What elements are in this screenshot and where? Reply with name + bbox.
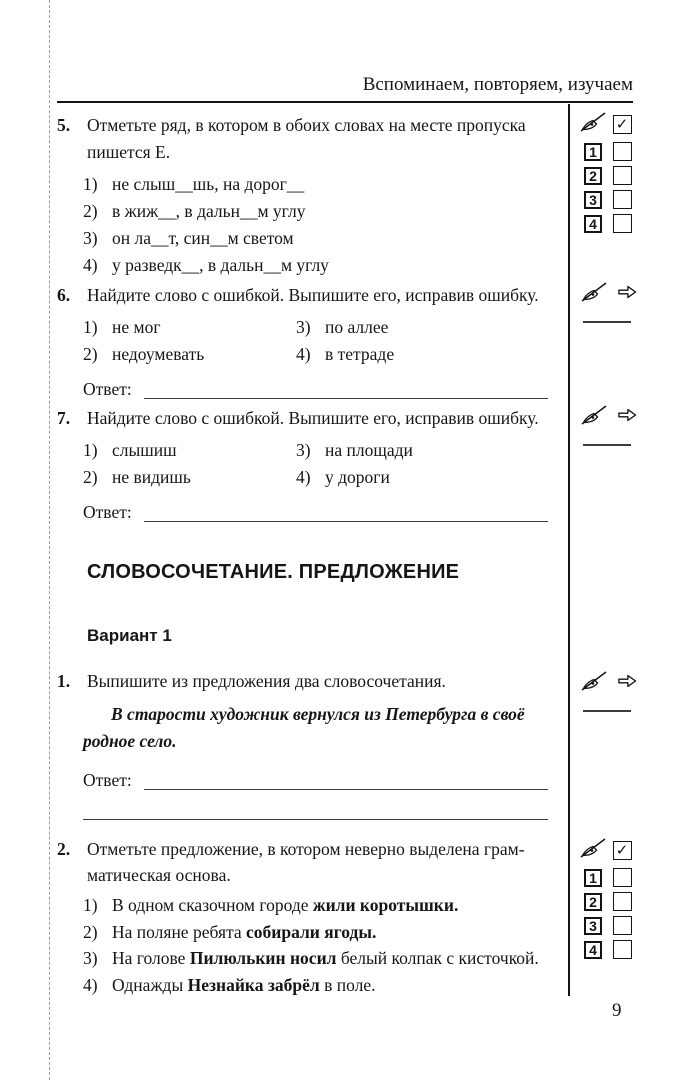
grammar-base-bold: собирали ягоды. [246,921,377,942]
arrow-right-icon [616,283,638,306]
option-text: недоумевать [112,344,205,364]
question-1 [57,668,554,820]
arrow-right-icon [616,672,638,695]
option-row [83,225,554,252]
answer-checkbox-4[interactable] [613,940,632,959]
option-text: На поляне ребята собирали ягоды. [112,921,377,942]
option-number-box: 1 [584,869,602,887]
grammar-base-bold: жили коротышки. [312,895,459,915]
question-number: 2. [57,839,71,859]
option-row [296,314,554,341]
option-text: у дороги [325,467,390,487]
question-6 [57,282,554,403]
option-number: 4) [83,974,98,995]
option-number: 2) [83,921,98,942]
margin-icons-q1 [581,672,638,694]
option-number-box: 3 [584,917,602,935]
option-row [83,314,296,341]
variant-title: Вариант 1 [87,626,172,645]
option-number: 4) [83,255,98,275]
option-text: у разведк__, в дальн__м углу [112,255,329,275]
question-text: Найдите слово с ошибкой. Выпишите его, исправив ошибку. [87,285,539,305]
answer-write-line[interactable] [83,794,554,820]
option-number: 3) [296,440,311,460]
answer-write-line[interactable] [144,376,554,403]
option-row [296,437,554,464]
pen-icon [580,838,606,863]
question-number: 1. [57,671,71,691]
score-write-line[interactable] [583,444,631,446]
option-text: не видишь [112,467,191,487]
option-number: 3) [296,317,311,337]
option-number: 1) [83,440,98,460]
option-number: 4) [296,467,311,487]
option-text: Однажды Незнайка забрёл в поле. [112,974,376,995]
option-text: на площади [325,440,413,460]
option-row [83,892,554,919]
option-row [83,945,554,972]
option-number: 3) [83,948,98,968]
answer-checkbox-1[interactable] [613,868,632,887]
margin-icons-q7 [581,406,638,428]
option-text: не мог [112,317,161,337]
option-text: не слыш__шь, на дорог__ [112,174,305,194]
option-text: На голове Пилюлькин носил белый колпак с кисточкой. [112,948,539,968]
check-icon: ✓ [615,842,629,859]
answer-checkbox-2[interactable] [613,892,632,911]
question-7 [57,405,554,526]
option-number: 2) [83,467,98,487]
header-rule [57,101,633,103]
check-icon: ✓ [615,116,629,133]
option-number-box: 1 [584,143,602,161]
question-text: Отметьте предложение, в котором неверно выделена грамматическая основа. [87,839,525,885]
option-row [296,341,554,368]
answer-checkbox-1[interactable] [613,142,632,161]
answer-write-line[interactable] [144,499,554,526]
option-number: 2) [83,344,98,364]
pen-icon [581,282,607,307]
margin-answer-grid-q5 [580,112,633,233]
answer-label: Ответ: [83,502,132,522]
score-write-line[interactable] [583,710,631,712]
option-text: в тетраде [325,344,395,364]
margin-answer-grid-q2 [580,838,633,959]
sample-checkbox-checked[interactable] [613,115,632,134]
option-text: по аллее [325,317,389,337]
question-2 [57,836,554,998]
option-text: в жиж__, в дальн__м углу [112,201,306,221]
answer-checkbox-3[interactable] [613,916,632,935]
pen-icon [581,405,607,430]
score-write-line[interactable] [583,321,631,323]
option-text: В одном сказочном городе жили коротышки. [112,895,459,915]
grammar-base-bold: Незнайка забрёл [187,974,320,995]
option-number: 1) [83,317,98,337]
arrow-right-icon [616,406,638,429]
option-row [83,171,554,198]
answer-label: Ответ: [83,770,132,790]
option-row [83,252,554,279]
question-number: 6. [57,285,71,305]
question-text: Отметьте ряд, в котором в обоих словах на месте пропуска пишется Е. [87,115,526,162]
option-number: 1) [83,174,98,194]
option-text: он ла__т, син__м светом [112,228,294,248]
option-number: 2) [83,201,98,221]
option-number-box: 2 [584,167,602,185]
running-header: Вспоминаем, повторяем, изучаем [362,74,633,95]
option-row [83,198,554,225]
option-number-box: 4 [584,215,602,233]
sample-checkbox-checked[interactable] [613,841,632,860]
option-row [83,972,554,999]
option-row [83,341,296,368]
margin-separator-line [568,104,570,996]
question-number: 5. [57,115,71,135]
option-row [83,437,296,464]
page-cut-dashed-line [49,0,50,1080]
pen-icon [580,112,606,137]
option-number-box: 2 [584,893,602,911]
question-number: 7. [57,408,71,428]
question-5 [57,112,554,279]
question-text: Выпишите из предложения два словосочетания. [87,671,446,691]
answer-write-line[interactable] [144,767,554,794]
option-number: 1) [83,895,98,915]
grammar-base-bold: Пилюлькин носил [189,948,337,968]
pen-icon [581,671,607,696]
answer-checkbox-2[interactable] [613,166,632,185]
option-row [83,464,296,491]
question-text: Найдите слово с ошибкой. Выпишите его, исправив ошибку. [87,408,539,428]
option-text: слышиш [112,440,177,460]
margin-icons-q6 [581,283,638,305]
page-number: 9 [612,1000,622,1021]
answer-label: Ответ: [83,379,132,399]
option-number-box: 4 [584,941,602,959]
option-number: 4) [296,344,311,364]
option-number: 3) [83,228,98,248]
section-title: СЛОВОСОЧЕТАНИЕ. ПРЕДЛОЖЕНИЕ [87,561,460,583]
option-number-box: 3 [584,191,602,209]
exercise-sentence: В старости художник вернулся из Петербурга в своё родное село. [83,704,525,751]
option-row [296,464,554,491]
answer-checkbox-4[interactable] [613,214,632,233]
option-row [83,919,554,946]
answer-checkbox-3[interactable] [613,190,632,209]
